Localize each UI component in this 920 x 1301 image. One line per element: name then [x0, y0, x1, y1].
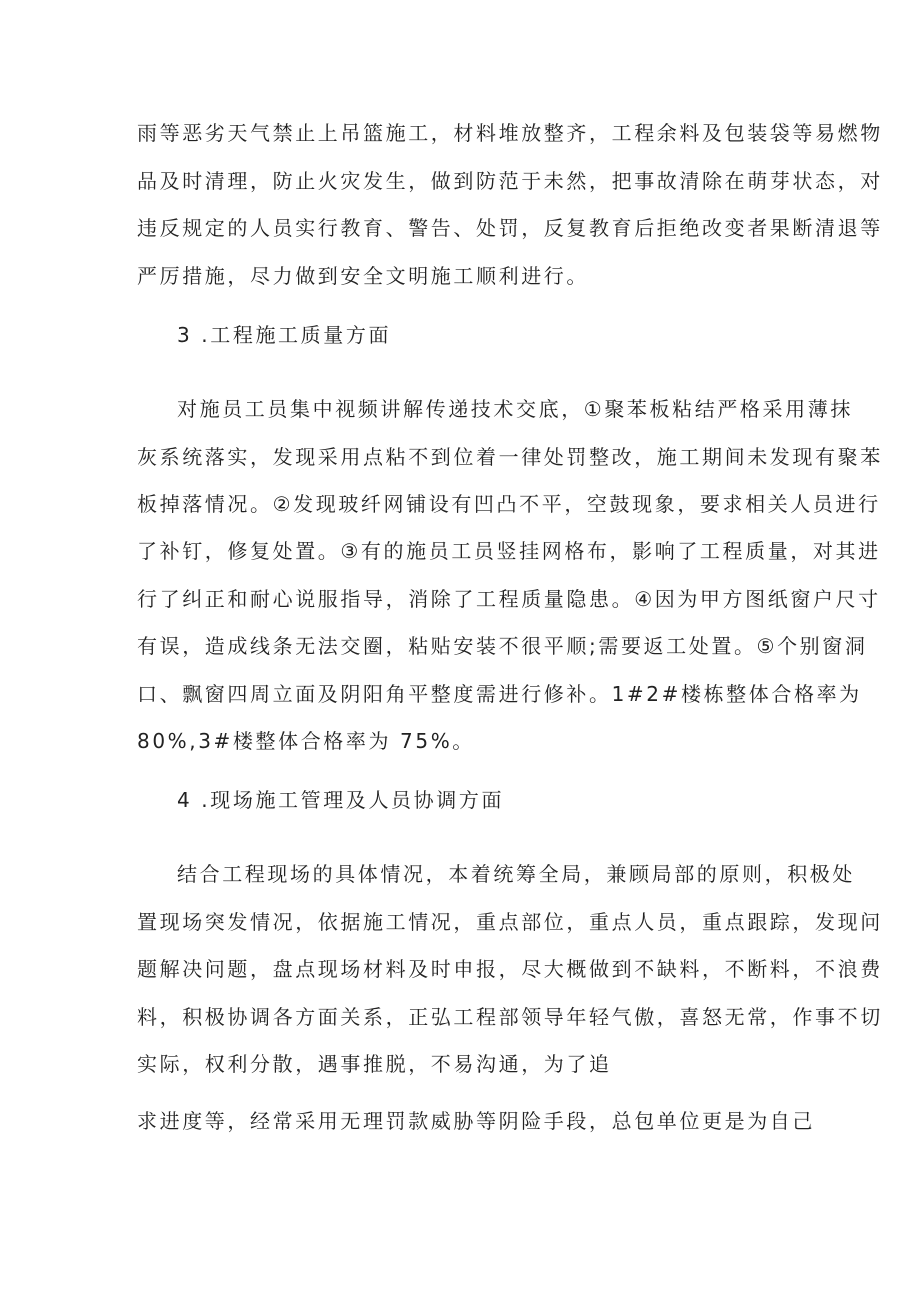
paragraph-2-line-5: 行了纠正和耐心说服指导，消除了工程质量隐患。④因为甲方图纸窗户尺寸 [137, 587, 881, 611]
paragraph-2-line-1: 对施员工员集中视频讲解传递技术交底，①聚苯板粘结严格采用薄抹 [177, 397, 853, 421]
paragraph-3-line-4: 料，积极协调各方面关系，正弘工程部领导年轻气傲，喜怒无常，作事不切 [137, 1005, 883, 1029]
paragraph-3-line-1: 结合工程现场的具体情况，本着统筹全局，兼顾局部的原则，积极处 [177, 862, 855, 886]
paragraph-2-line-8: 80%,3#楼整体合格率为 75%。 [137, 729, 475, 753]
section-heading-3: 3 .工程施工质量方面 [177, 323, 392, 347]
paragraph-1-line-1: 雨等恶劣天气禁止上吊篮施工，材料堆放整齐，工程余料及包装袋等易燃物 [137, 121, 883, 145]
paragraph-4-line-1: 求进度等，经常采用无理罚款威胁等阴险手段，总包单位更是为自己 [137, 1109, 815, 1133]
paragraph-2-line-2: 灰系统落实，发现采用点粘不到位着一律处罚整改，施工期间未发现有聚苯 [137, 445, 883, 469]
section-heading-4: 4 .现场施工管理及人员协调方面 [177, 788, 505, 812]
paragraph-3-line-5: 实际，权利分散，遇事推脱，不易沟通，为了追 [137, 1052, 612, 1076]
paragraph-1-line-4: 严厉措施，尽力做到安全文明施工顺利进行。 [137, 264, 589, 288]
paragraph-3-line-2: 置现场突发情况，依据施工情况，重点部位，重点人员，重点跟踪，发现问 [137, 910, 883, 934]
paragraph-2-line-6: 有误，造成线条无法交圈，粘贴安装不很平顺;需要返工处置。⑤个别窗洞 [137, 634, 868, 658]
paragraph-3-line-3: 题解决问题，盘点现场材料及时申报，尽大概做到不缺料，不断料，不浪费 [137, 957, 883, 981]
paragraph-1-line-2: 品及时清理，防止火灾发生，做到防范于未然，把事故清除在萌芽状态，对 [137, 169, 883, 193]
paragraph-2-line-4: 了补钉，修复处置。③有的施员工员竖挂网格布，影响了工程质量，对其进 [137, 539, 881, 563]
paragraph-1-line-3: 违反规定的人员实行教育、警告、处罚，反复教育后拒绝改变者果断清退等 [137, 216, 883, 240]
paragraph-2-line-7: 口、飘窗四周立面及阴阳角平整度需进行修补。1#2#楼栋整体合格率为 [137, 682, 862, 706]
paragraph-2-line-3: 板掉落情况。②发现玻纤网铺设有凹凸不平，空鼓现象，要求相关人员进行 [137, 492, 881, 516]
